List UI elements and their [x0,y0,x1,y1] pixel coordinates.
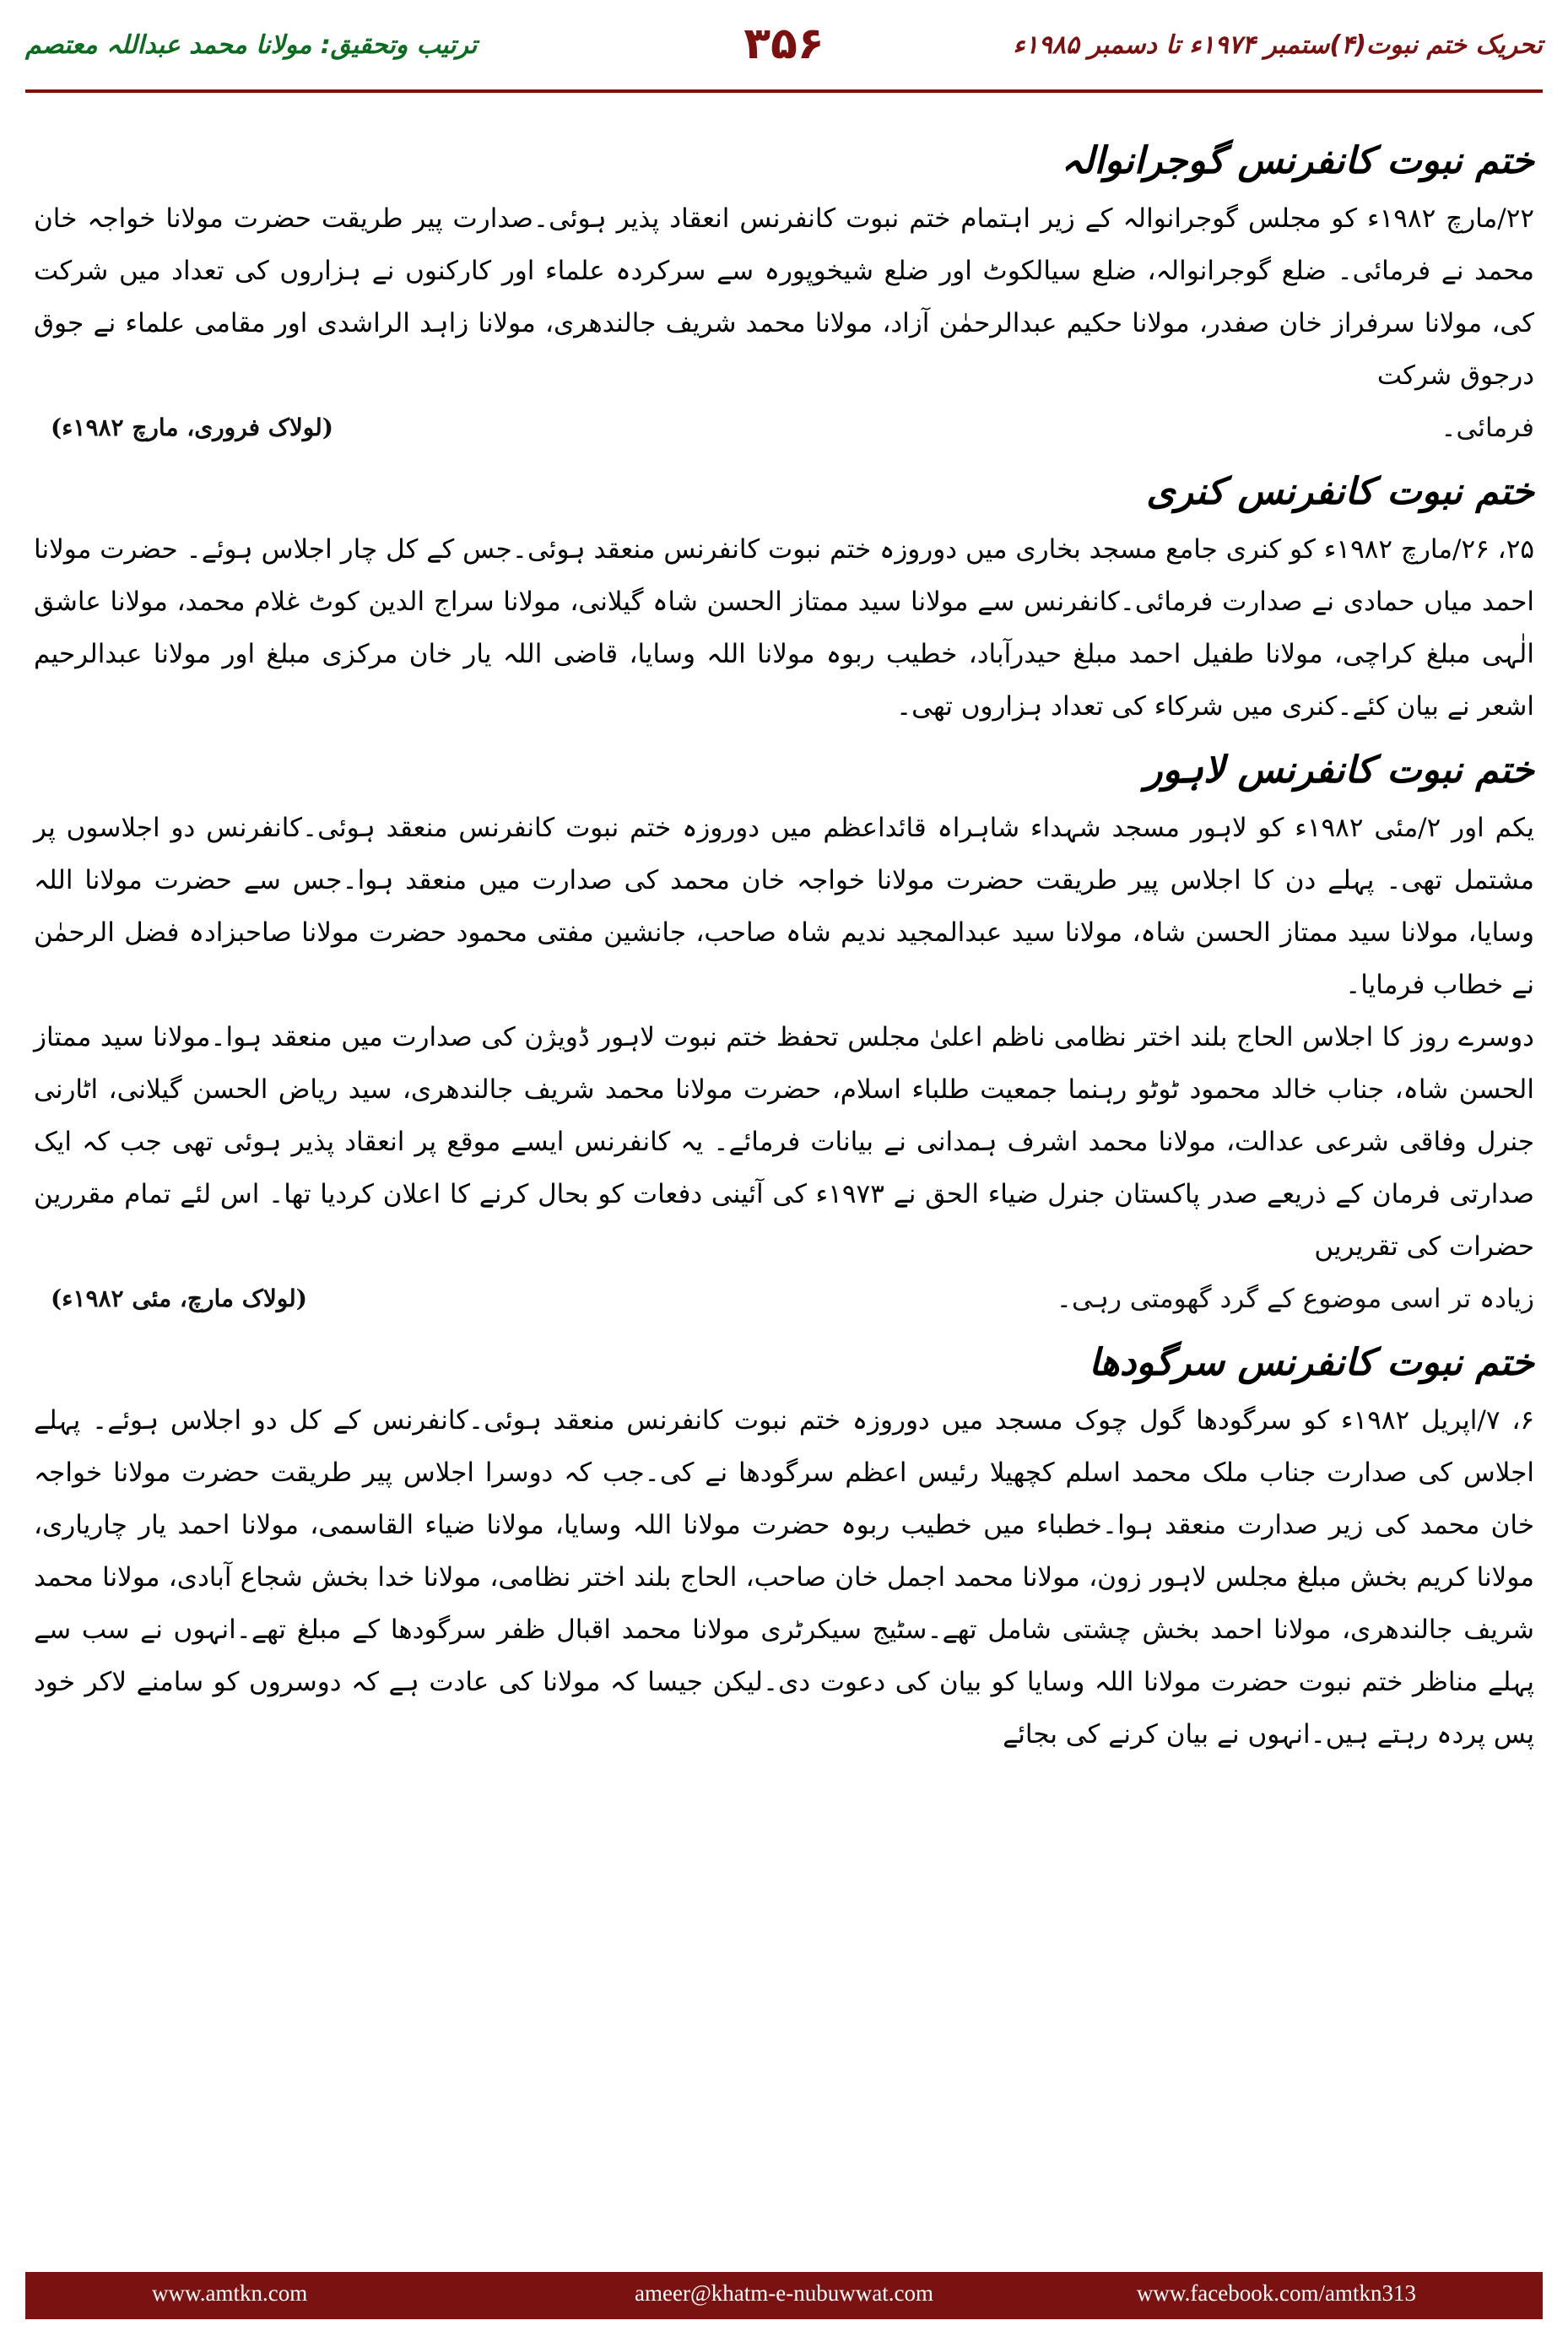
section-paragraph: ۲۲/مارچ ۱۹۸۲ء کو مجلس گوجرانوالہ کے زیر اہتمام ختم نبوت کانفرنس انعقاد پذیر ہوئی۔صدارت پیر طریقت حضرت مولانا خواجہ خان محمد نے فرمائی۔ ضلع گوجرانوالہ، ضلع سیالکوٹ اور ضلع شیخوپورہ سے سرکردہ علماء اور کارکنوں نے ہزاروں کی تعداد میں شرکت کی، مولانا سرفراز خان صفدر، مولانا حکیم عبدالرحمٰن آزاد، مولانا محمد شریف جالندھری، مولانا زاہد الراشدی اور مقامی علماء نے جوق درجوق شرکت [34,203,1534,391]
section-paragraph: ۲۵، ۲۶/مارچ ۱۹۸۲ء کو کنری جامع مسجد بخاری میں دوروزہ ختم نبوت کانفرنس منعقد ہوئی۔جس کے کل چار اجلاس ہوئے۔ حضرت مولانا احمد میاں حمادی نے صدارت فرمائی۔کانفرنس سے مولانا سید ممتاز الحسن شاہ گیلانی، مولانا سراج الدین کوٹ غلام محمد، مولانا عاشق الٰہی مبلغ کراچی، مولانا طفیل احمد مبلغ حیدرآباد، خطیب ربوہ مولانا اللہ وسایا، قاضی اللہ یار خان مرکزی مبلغ اور مولانا عبدالرحیم اشعر نے بیان کئے۔کنری میں شرکاء کی تعداد ہزاروں تھی۔ [34,534,1534,722]
page-footer [25,2272,1543,2319]
email-link[interactable]: ameer@khatm-e-nubuwwat.com [635,2280,933,2306]
header-divider [25,89,1543,93]
source-line [34,402,1534,454]
paragraph-tail: زیادہ تر اسی موضوع کے گرد گھومتی رہی۔ [1056,1284,1534,1314]
section-paragraph-2: دوسرے روز کا اجلاس الحاج بلند اختر نظامی ناظم اعلیٰ مجلس تحفظ ختم نبوت لاہور ڈویژن کی صدارت میں منعقد ہوا۔مولانا سید ممتاز الحسن شاہ، جناب خالد محمود ٹوٹو رہنما جمعیت طلباء اسلام، حضرت مولانا محمد شریف جالندھری، سید ریاض الحسن گیلانی، اٹارنی جنرل وفاقی شرعی عدالت، مولانا محمد اشرف ہمدانی نے بیانات فرمائے۔ یہ کانفرنس ایسے موقع پر انعقاد پذیر ہوئی تھی جب کہ ایک صدارتی فرمان کے ذریعے صدر پاکستان جنرل ضیاء الحق نے ۱۹۷۳ء کی آئینی دفعات کو بحال کرنے کا اعلان کردیا تھا۔ اس لئے تمام مقررین حضرات کی تقریریں [34,1022,1535,1262]
page-body [34,127,1534,1769]
book-title: تحریک ختم نبوت(۴)ستمبر ۱۹۷۴ء تا دسمبر ۱۹۸۵ء [1013,30,1543,60]
section-heading: ختم نبوت کانفرنس سرگودھا [1089,1341,1534,1384]
section-heading: ختم نبوت کانفرنس گوجرانوالہ [1061,139,1534,182]
source-line [34,1273,1534,1325]
section-heading: ختم نبوت کانفرنس کنری [1146,470,1534,513]
page-header [25,19,1543,78]
website-link[interactable]: www.amtkn.com [152,2280,308,2306]
section-kunri [34,462,1534,733]
section-gujranwala [34,132,1534,454]
section-lahore [34,741,1534,1325]
section-sargodha [34,1333,1534,1761]
facebook-link[interactable]: www.facebook.com/amtkn313 [1136,2280,1416,2306]
paragraph-tail: فرمائی۔ [1441,413,1534,443]
source-citation: (لولاک فروری، مارچ ۱۹۸۲ء) [51,414,334,441]
section-paragraph: ۶، ۷/اپریل ۱۹۸۲ء کو سرگودھا گول چوک مسجد میں دوروزہ ختم نبوت کانفرنس منعقد ہوئی۔کانفرنس کے کل دو اجلاس ہوئے۔ پہلے اجلاس کی صدارت جناب ملک محمد اسلم کچھیلا رئیس اعظم سرگودھا نے کی۔جب کہ دوسرا اجلاس پیر طریقت حضرت مولانا خواجہ خان محمد کی زیر صدارت منعقد ہوا۔خطباء میں خطیب ربوہ حضرت مولانا اللہ وسایا، مولانا ضیاء القاسمی، مولانا احمد یار چاریاری، مولانا کریم بخش مبلغ مجلس لاہور زون، مولانا محمد اجمل خان صاحب، الحاج بلند اختر نظامی، مولانا خدا بخش شجاع آبادی، مولانا محمد شریف جالندھری، مولانا احمد بخش چشتی شامل تھے۔سٹیج سیکرٹری مولانا محمد اقبال ظفر سرگودھا کے مبلغ تھے۔انہوں نے سب سے پہلے مناظر ختم نبوت حضرت مولانا اللہ وسایا کو بیان کی دعوت دی۔لیکن جیسا کہ مولانا کی عادت ہے کہ دوسروں کو سامنے لاکر خود پس پردہ رہتے ہیں۔انہوں نے بیان کرنے کی بجائے [34,1405,1535,1750]
page-number: ۳۵۶ [743,19,825,69]
section-heading: ختم نبوت کانفرنس لاہور [1144,749,1534,792]
section-paragraph: یکم اور ۲/مئی ۱۹۸۲ء کو لاہور مسجد شہداء شاہراہ قائداعظم میں دوروزہ ختم نبوت کانفرنس منعقد ہوئی۔کانفرنس دو اجلاسوں پر مشتمل تھی۔ پہلے دن کا اجلاس پیر طریقت حضرت مولانا خواجہ خان محمد کی صدارت میں منعقد ہوا۔جس سے حضرت مولانا اللہ وسایا، مولانا سید ممتاز الحسن شاہ، مولانا سید عبدالمجید ندیم شاہ صاحب، جانشین مفتی محمود حضرت مولانا صاحبزادہ فضل الرحمٰن نے خطاب فرمایا۔ [34,813,1534,1000]
source-citation: (لولاک مارچ، مئی ۱۹۸۲ء) [51,1285,308,1312]
compiler-credit: ترتیب وتحقیق: مولانا محمد عبداللہ معتصم [25,30,478,60]
